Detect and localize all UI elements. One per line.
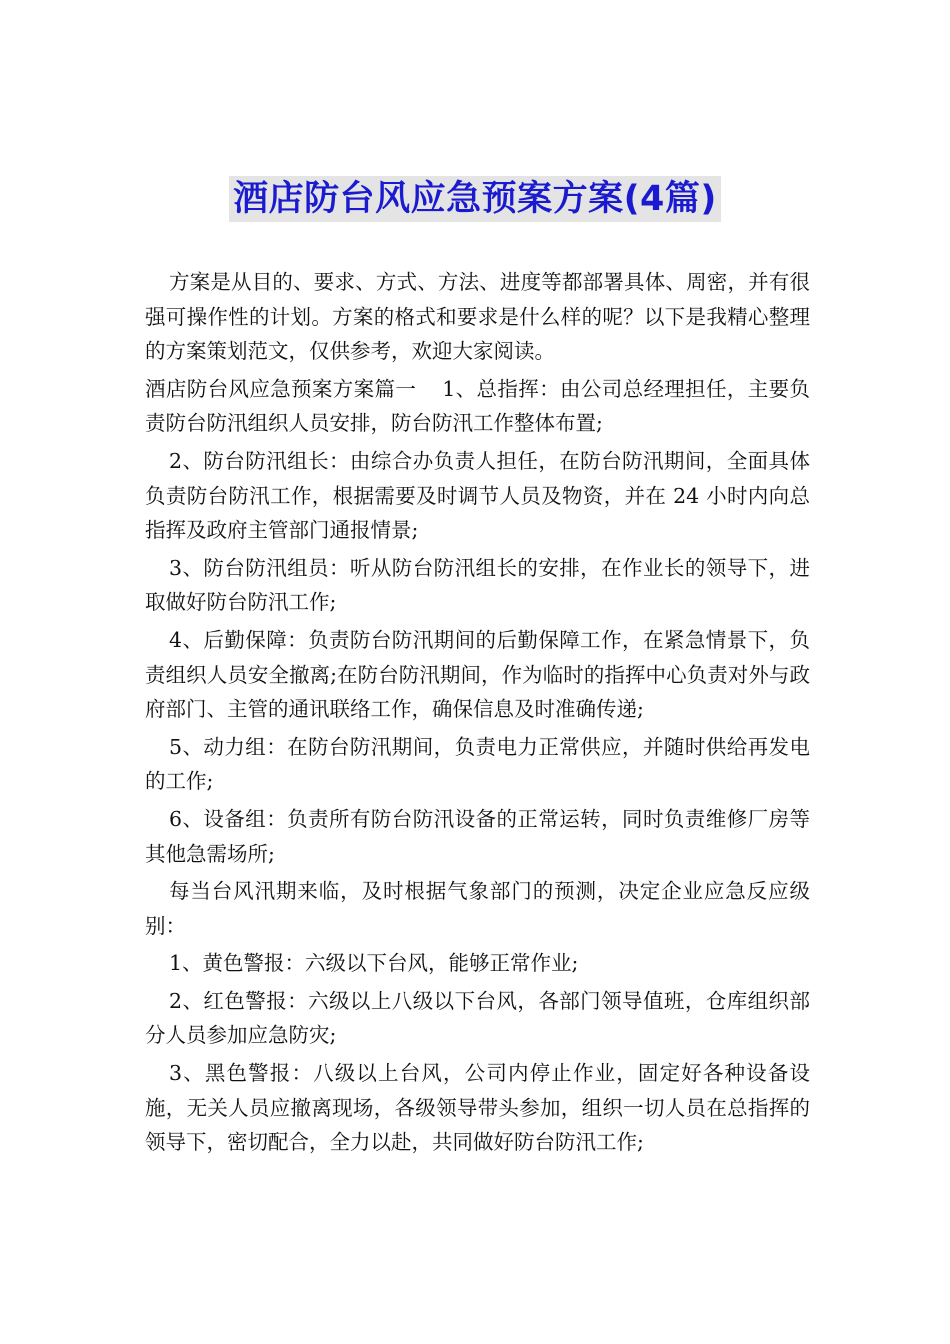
section-title: 酒店防台风应急预案方案篇一 <box>145 376 417 401</box>
section-first-paragraph <box>145 372 810 441</box>
item-2: 2、防台防汛组长：由综合办负责人担任，在防台防汛期间，全面具体负责防台防汛工作，根据需要及时调节人员及物资，并在 24 小时内向总指挥及政府主管部门通报情景; <box>145 448 810 543</box>
item-6: 6、设备组：负责所有防台防汛设备的正常运转，同时负责维修厂房等其他急需场所; <box>145 806 810 866</box>
item-3: 3、防台防汛组员：听从防台防汛组长的安排，在作业长的领导下，进取做好防台防汛工作; <box>145 555 810 615</box>
document-title: 酒店防台风应急预案方案(4篇) <box>229 176 721 222</box>
response-level-intro: 每当台风汛期来临，及时根据气象部门的预测，决定企业应急反应级别： <box>145 879 810 938</box>
alert-yellow: 1、黄色警报：六级以下台风，能够正常作业; <box>169 951 579 976</box>
intro-paragraph: 方案是从目的、要求、方式、方法、进度等都部署具体、周密，并有很强可操作性的计划。方案的格式和要求是什么样的呢？以下是我精心整理的方案策划范文，仅供参考，欢迎大家阅读。 <box>145 270 810 364</box>
document-body <box>145 265 810 1163</box>
item-5: 5、动力组：在防台防汛期间，负责电力正常供应，并随时供给再发电的工作; <box>145 734 810 794</box>
item-4: 4、后勤保障：负责防台防汛期间的后勤保障工作，在紧急情景下，负责组织人员安全撤离;在防台防汛期间，作为临时的指挥中心负责对外与政府部门、主管的通讯联络工作，确保信息及时准确传递; <box>145 627 810 722</box>
alert-black: 3、黑色警报：八级以上台风，公司内停止作业，固定好各种设备设施，无关人员应撤离现场，各级领导带头参加，组织一切人员在总指挥的领导下，密切配合，全力以赴，共同做好防台防汛工作; <box>145 1061 810 1155</box>
item-1: 1、总指挥：由公司总经理担任，主要负责防台防汛组织人员安排，防台防汛工作整体布置; <box>145 376 810 436</box>
title-container <box>0 176 950 222</box>
alert-red: 2、红色警报：六级以上八级以下台风，各部门领导值班，仓库组织部分人员参加应急防灾; <box>145 988 810 1048</box>
